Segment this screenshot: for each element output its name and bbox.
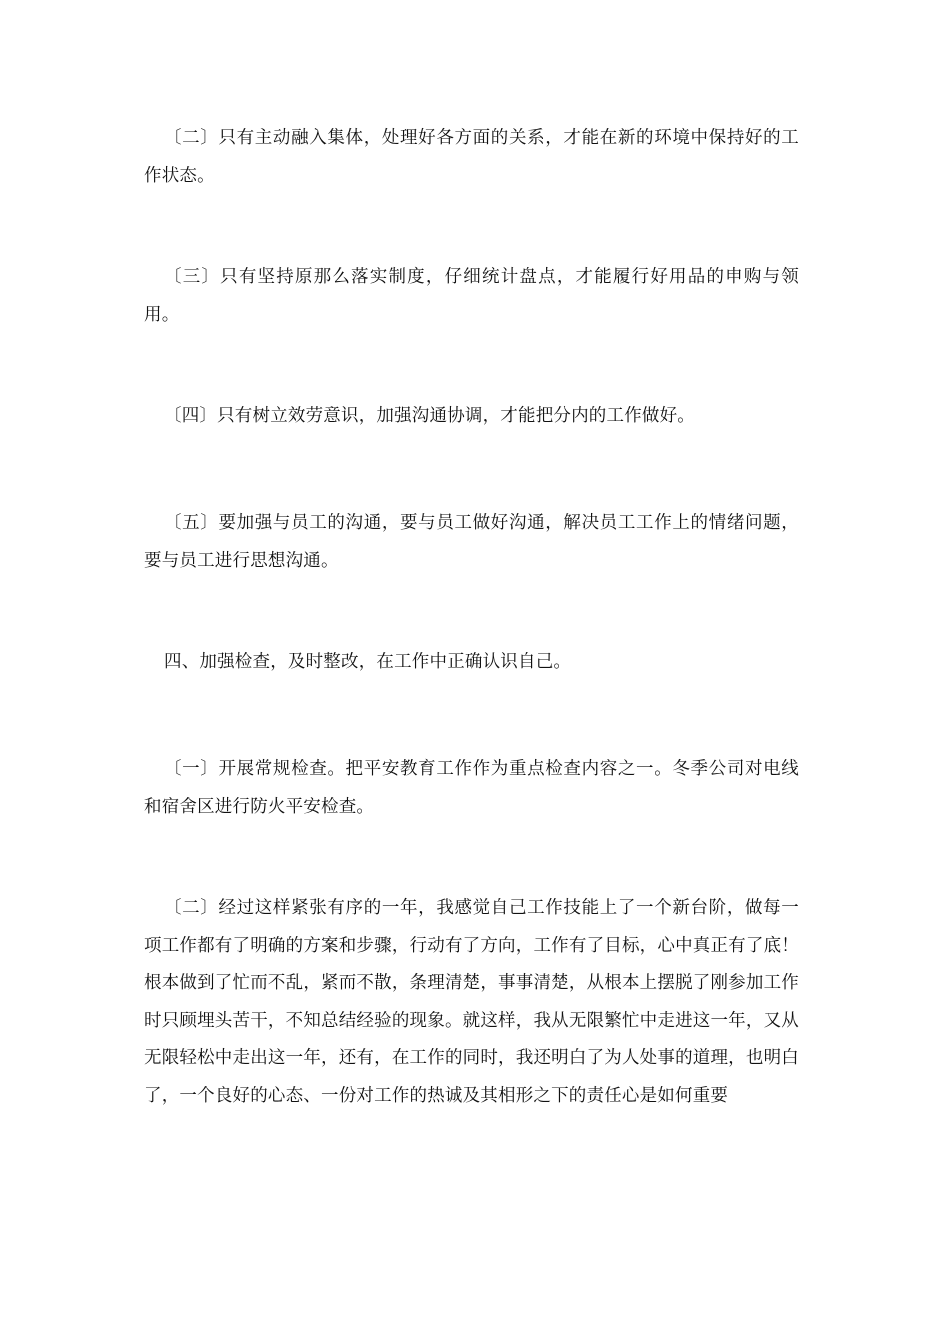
paragraph-3: 〔四〕只有树立效劳意识，加强沟通协调，才能把分内的工作做好。 xyxy=(164,406,695,426)
paragraph-5: 〔一〕开展常规检查。把平安教育工作作为重点检查内容之一。冬季公司对电线和宿舍区进行防火平安检查。 xyxy=(144,759,799,817)
section-heading: 四、加强检查，及时整改，在工作中正确认识自己。 xyxy=(164,652,572,672)
paragraph-1: 〔二〕只有主动融入集体，处理好各方面的关系，才能在新的环境中保持好的工作状态。 xyxy=(144,128,799,186)
paragraph-6: 〔二〕经过这样紧张有序的一年，我感觉自己工作技能上了一个新台阶，做每一项工作都有了明确的方案和步骤，行动有了方向，工作有了目标，心中真正有了底！根本做到了忙而不乱，紧而不散，条理清楚，事事清楚，从根本上摆脱了刚参加工作时只顾埋头苦干，不知总结经验的现象。就这样，我从无限繁忙中走进这一年，又从无限轻松中走出这一年，还有，在工作的同时，我还明白了为人处事的道理，也明白了，一个良好的心态、一份对工作的热诚及其相形之下的责任心是如何重要 xyxy=(144,898,799,1106)
paragraph-2: 〔三〕只有坚持原那么落实制度，仔细统计盘点，才能履行好用品的申购与领用。 xyxy=(144,267,799,325)
paragraph-4: 〔五〕要加强与员工的沟通，要与员工做好沟通，解决员工工作上的情绪问题，要与员工进行思想沟通。 xyxy=(144,513,799,571)
